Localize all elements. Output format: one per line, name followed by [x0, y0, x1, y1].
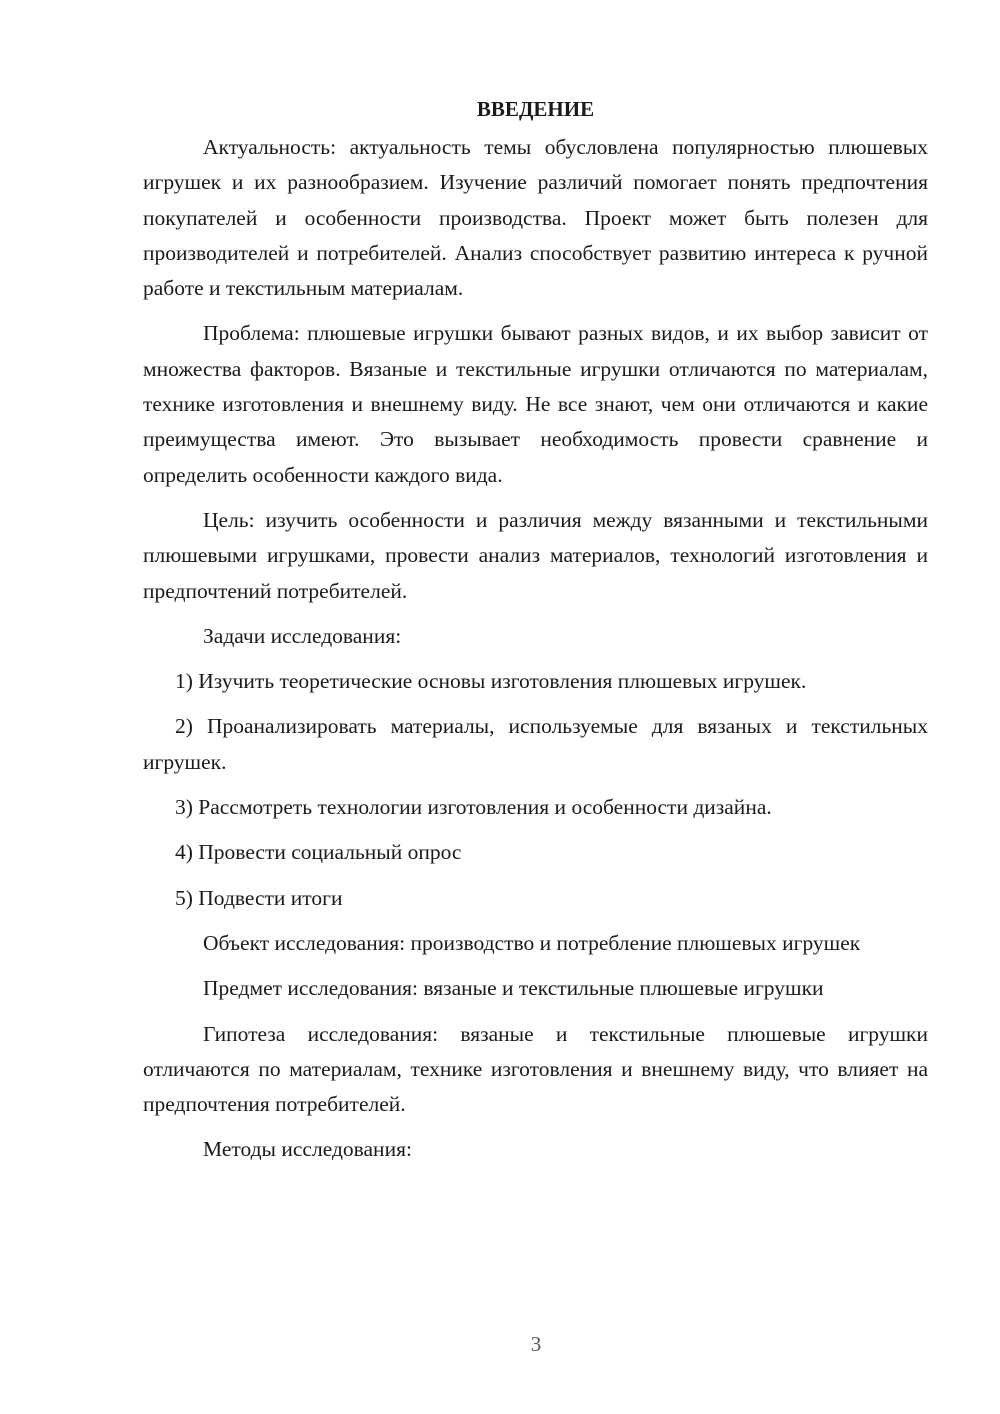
document-title: ВВЕДЕНИЕ [476, 97, 595, 121]
paragraph-tasks-heading: Задачи исследования: [203, 623, 402, 648]
paragraph-object: Объект исследования: производство и потребление плюшевых игрушек [203, 930, 861, 955]
document-page [143, 92, 928, 1178]
task-item-3: 3) Рассмотреть технологии изготовления и особенности дизайна. [175, 795, 772, 820]
task-item-2: 2) Проанализировать материалы, используемые для вязаных и текстильных игрушек. [143, 714, 928, 774]
task-item-4: 4) Провести социальный опрос [175, 840, 462, 865]
paragraph-problem: Проблема: плюшевые игрушки бывают разных видов, и их выбор зависит от множества факторов. Вязаные и текстильные игрушки отличаются по материалам, технике изготовления и внешнему виду. Не все знают, чем они отличаются и какие преимущества имеют. Это вызывает необходимость провести сравнение и определить особенности каждого вида. [143, 321, 928, 487]
task-item-1: 1) Изучить теоретические основы изготовления плюшевых игрушек. [175, 669, 807, 694]
page-number: 3 [530, 1332, 542, 1356]
paragraph-goal: Цель: изучить особенности и различия между вязанными и текстильными плюшевыми игрушками, провести анализ материалов, технологий изготовления и предпочтений потребителей. [143, 507, 928, 603]
task-item-5: 5) Подвести итоги [175, 885, 343, 910]
paragraph-methods: Методы исследования: [203, 1137, 412, 1162]
paragraph-subject: Предмет исследования: вязаные и текстильные плюшевые игрушки [203, 976, 824, 1001]
paragraph-hypothesis: Гипотеза исследования: вязаные и текстильные плюшевые игрушки отличаются по материалам, технике изготовления и внешнему виду, что влияет на предпочтения потребителей. [143, 1021, 928, 1117]
paragraph-relevance: Актуальность: актуальность темы обусловлена популярностью плюшевых игрушек и их разнообразием. Изучение различий помогает понять предпочтения покупателей и особенности производства. Проект может быть полезен для производителей и потребителей. Анализ способствует развитию интереса к ручной работе и текстильным материалам. [143, 135, 928, 301]
